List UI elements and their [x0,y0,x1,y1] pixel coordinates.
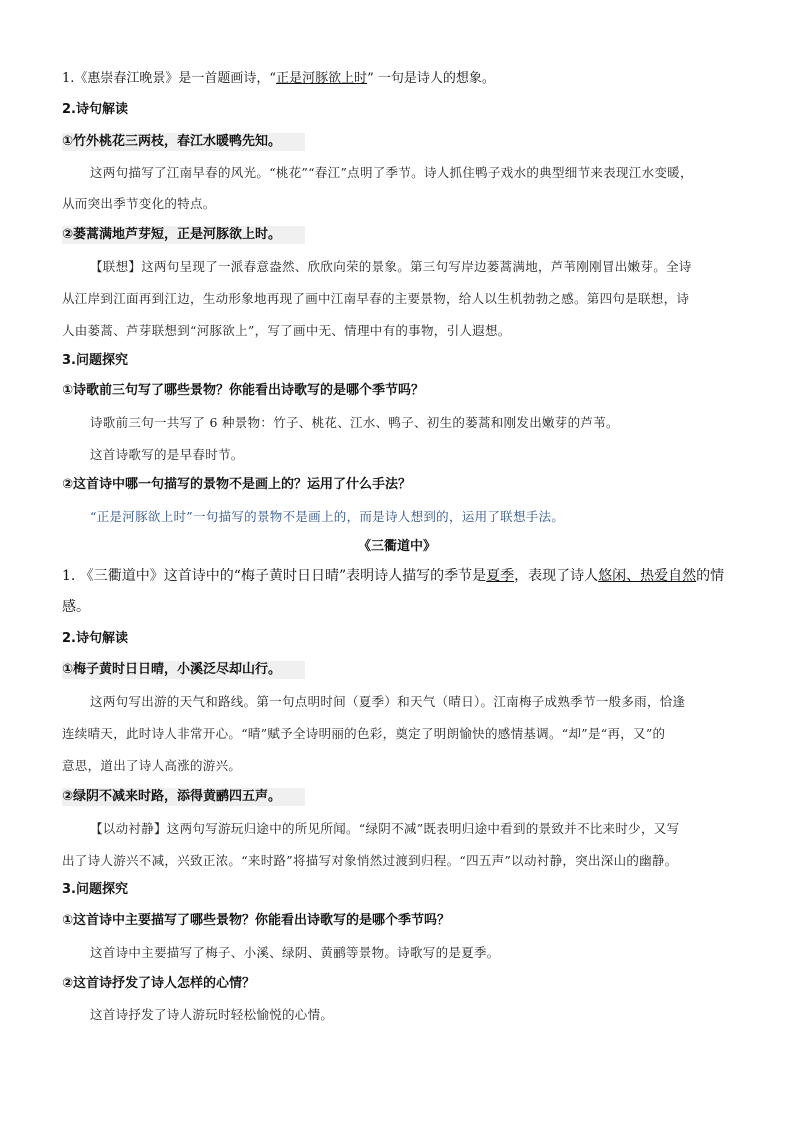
intro2-text-a: 1. 《三衢道中》这首诗中的“梅子黄时日日晴”表明诗人描写的季节是 [62,568,487,584]
verse-line-2: ②蒌蒿满地芦芽短，正是河豚欲上时。 [62,226,305,244]
verse-3-explanation-3: 意思，道出了诗人高涨的游兴。 [62,758,242,773]
intro2-text-c: 的情 [696,568,725,584]
poem-title: 《三衢道中》 [357,539,436,554]
intro-paragraph-2 [62,567,742,585]
answer-3: 这首诗中主要描写了梅子、小溪、绿阴、黄鹂等景物。诗歌写的是夏季。 [90,945,500,960]
verse-2-explanation-3: 人由蒌蒿、芦芽联想到“河豚欲上”，写了画中无、情理中有的事物，引人遐想。 [62,323,511,338]
answer-4: 这首诗抒发了诗人游玩时轻松愉悦的心情。 [90,1007,334,1022]
intro2-season: 夏季 [486,568,515,584]
verse-4-explanation-1: 【以动衬静】这两句写游玩归途中的所见所闻。“绿阴不减”既表明归途中看到的景致并不比来时少，又写 [90,821,680,836]
question-3: ①这首诗中主要描写了哪些景物？你能看出诗歌写的是哪个季节吗？ [62,913,451,928]
question-1: ①诗歌前三句写了哪些景物？你能看出诗歌写的是哪个季节吗？ [62,383,425,398]
verse-3-explanation-2: 连续晴天，此时诗人非常开心。“晴”赋予全诗明丽的色彩，奠定了明朗愉快的感情基调。“却”是“再，又”的 [62,726,666,741]
section-heading-questions-2: 3.问题探究 [62,882,128,897]
intro-paragraph-2-cont: 感。 [62,599,90,615]
question-4: ②这首诗抒发了诗人怎样的心情？ [62,976,256,991]
verse-line-3: ①梅子黄时日日晴，小溪泛尽却山行。 [62,661,305,679]
section-heading-interpretation-2: 2.诗句解读 [62,631,128,646]
intro-underlined-line: 正是河豚欲上时 [276,71,368,86]
intro-paragraph [62,70,742,88]
intro2-emotion: 悠闲、热爱自然 [598,568,697,584]
section-heading-interpretation: 2.诗句解读 [62,102,128,117]
verse-3-explanation-1: 这两句写出游的天气和路线。第一句点明时间（夏季）和天气（晴日）。江南梅子成熟季节一般多雨，恰逢 [90,694,686,709]
answer-1-line-2: 这首诗歌写的是早春时节。 [90,447,244,462]
verse-line-1: ①竹外桃花三两枝，春江水暖鸭先知。 [62,133,305,151]
intro-text-b: ” 一句是诗人的想象。 [367,71,495,86]
verse-2-explanation-2: 从江岸到江面再到江边，生动形象地再现了画中江南早春的主要景物，给人以生机勃勃之感。第四句是联想，诗 [62,291,690,306]
intro2-text-b: ，表现了诗人 [514,568,599,584]
verse-line-4: ②绿阴不减来时路，添得黄鹂四五声。 [62,788,305,806]
verse-1-explanation-1: 这两句描写了江南早春的风光。“桃花”“春江”点明了季节。诗人抓住鸭子戏水的典型细节来表现江水变暖， [90,165,693,180]
question-2: ②这首诗中哪一句描写的景物不是画上的？运用了什么手法？ [62,477,412,492]
verse-2-explanation-1: 【联想】这两句呈现了一派春意盎然、欣欣向荣的景象。第三句写岸边蒌蒿满地，芦苇刚刚冒出嫩芽。全诗 [90,259,692,274]
answer-1-line-1: 诗歌前三句一共写了 6 种景物：竹子、桃花、江水、鸭子、初生的蒌蒿和刚发出嫩芽的芦苇。 [90,415,619,430]
verse-4-explanation-2: 出了诗人游兴不减，兴致正浓。“来时路”将描写对象悄然过渡到归程。“四五声”以动衬静，突出深山的幽静。 [62,853,678,868]
intro-text-a: 1.《惠崇春江晚景》是一首题画诗，“ [62,71,277,86]
verse-1-explanation-2: 从而突出季节变化的特点。 [62,196,216,211]
section-heading-questions: 3.问题探究 [62,353,128,368]
answer-2: “正是河豚欲上时”一句描写的景物不是画上的，而是诗人想到的，运用了联想手法。 [90,509,565,524]
